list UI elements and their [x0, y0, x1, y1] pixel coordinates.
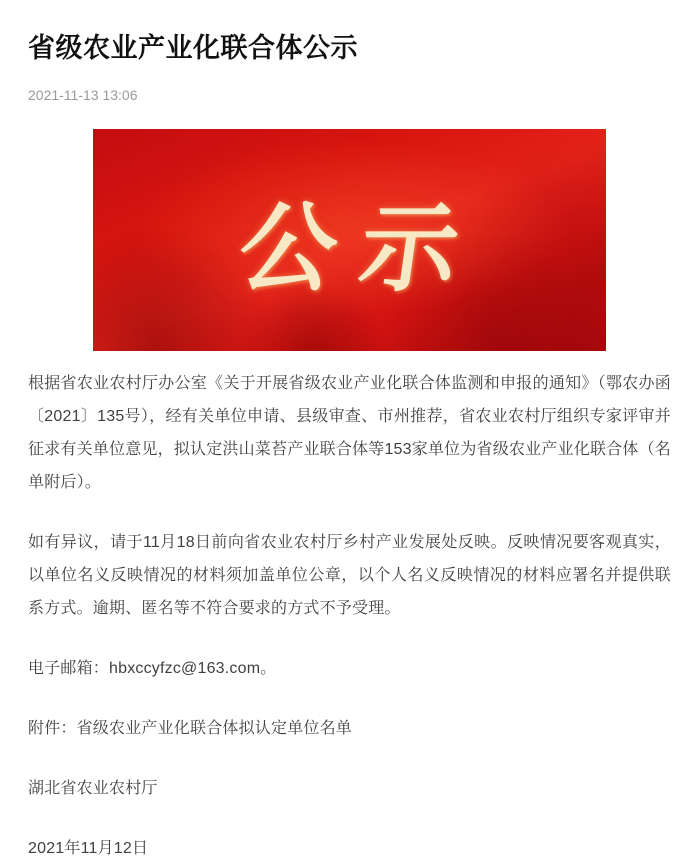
banner-gongshi-text: 公示	[231, 194, 489, 303]
page-title: 省级农业产业化联合体公示	[28, 33, 358, 63]
paragraph-recognition-basis: 根据省农业农村厅办公室《关于开展省级农业产业化联合体监测和申报的通知》（鄂农办函〔2021〕135号），经有关单位申请、县级审查、市州推荐，省农业农村厅组织专家评审并征求有关单位意见，拟认定洪山菜苔产业联合体等153家单位为省级农业产业化联合体（名单附后）。	[28, 375, 671, 491]
paragraph-attachment: 附件：省级农业产业化联合体拟认定单位名单	[28, 720, 353, 737]
notice-banner-image	[93, 129, 606, 351]
announcement-article	[0, 33, 699, 865]
paragraph-objection-instructions: 如有异议，请于11月18日前向省农业农村厅乡村产业发展处反映。反映情况要客观真实，以单位名义反映情况的材料须加盖单位公章，以个人名义反映情况的材料应署名并提供联系方式。逾期、匿名等不符合要求的方式不予受理。	[28, 534, 671, 617]
paragraph-issuer: 湖北省农业农村厅	[28, 780, 158, 797]
publish-date: 2021-11-13 13:06	[28, 87, 138, 103]
paragraph-email: 电子邮箱：hbxccyfzc@163.com。	[28, 660, 277, 677]
paragraph-issue-date: 2021年11月12日	[28, 840, 149, 857]
